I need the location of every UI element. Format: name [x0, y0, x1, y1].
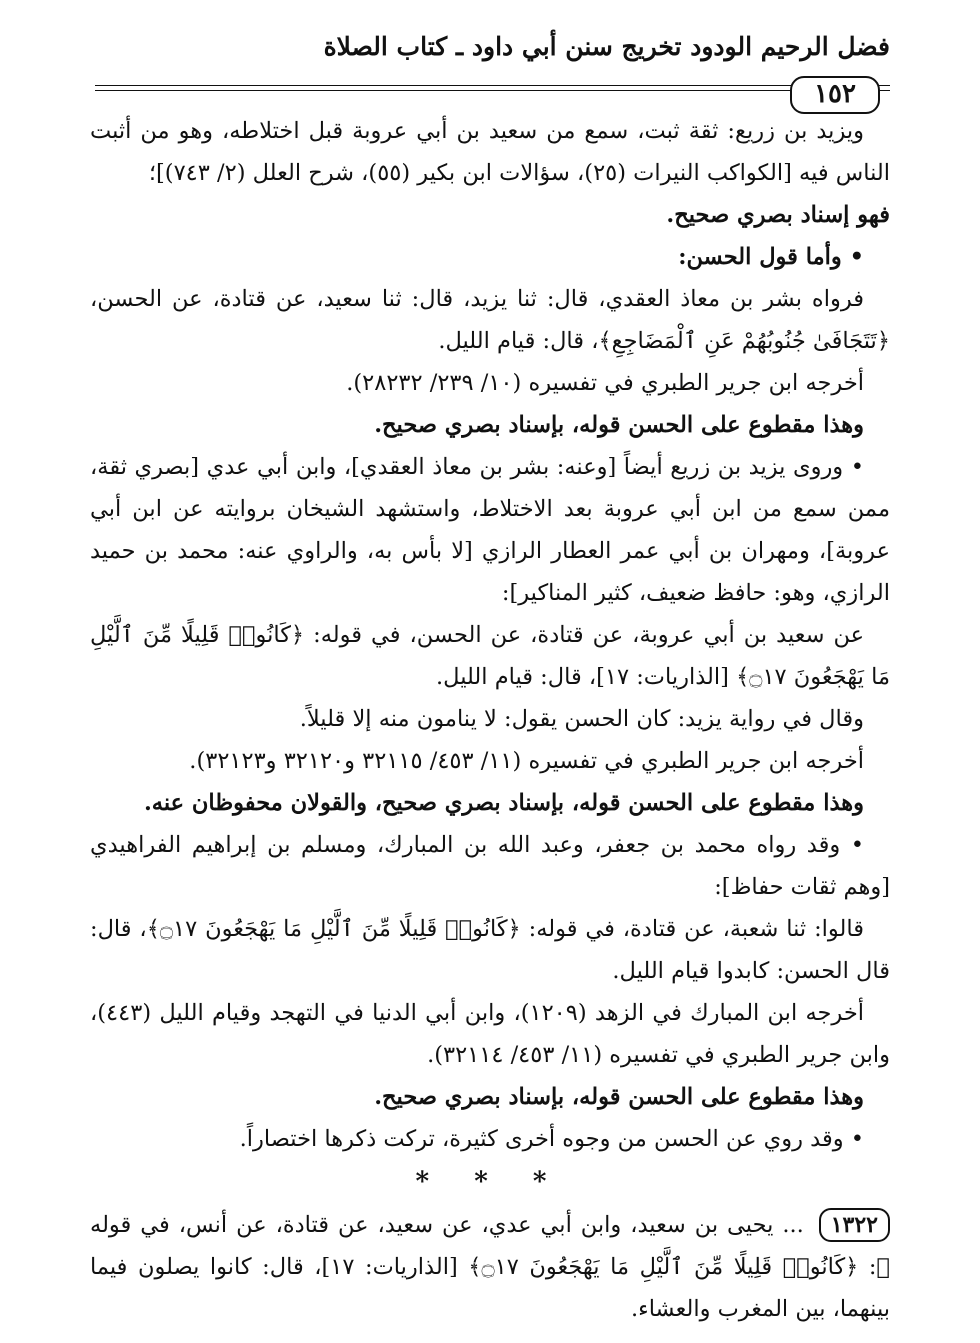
verdict: وهذا مقطوع على الحسن قوله، بإسناد بصري صحيح. [374, 412, 864, 438]
paragraph: وقال في رواية يزيد: كان الحسن يقول: لا ينامون منه إلا قليلاً. [299, 706, 864, 732]
hadith-text: ... يحيى بن سعيد، وابن أبي عدي، عن سعيد، عن قتادة، عن أنس، في قوله ﷻ: ﴿كَانُوا۟ قَلِيلًا مِّنَ ٱلَّيْلِ مَا يَهْجَعُونَ ۝١٧﴾ [الذاريات: ١٧]، قال: كانوا يصلون فيما بينهما، بين المغرب والعشاء. [90, 1212, 890, 1322]
paragraph: ويزيد بن زريع: ثقة ثبت، سمع من سعيد بن أبي عروبة قبل اختلاطه، وهو من أثبت الناس فيه [الكواكب النيرات (٢٥)، سؤالات ابن بكير (٥٥)، شرح العلل (٢/ ٧٤٣)]؛ [90, 118, 890, 186]
section-separator: * * * [415, 1167, 565, 1197]
header-rule [95, 85, 890, 86]
hadith-paragraph [90, 1204, 890, 1330]
page-body [90, 110, 890, 1330]
paragraph: عن سعيد بن أبي عروبة، عن قتادة، عن الحسن، في قوله: ﴿كَانُوا۟ قَلِيلًا مِّنَ ٱلَّيْلِ مَا يَهْجَعُونَ ۝١٧﴾ [الذاريات: ١٧]، قال: قيام الليل. [90, 622, 890, 690]
page-number-badge: ١٥٢ [790, 76, 880, 114]
verdict: وهذا مقطوع على الحسن قوله، بإسناد بصري صحيح. [374, 1084, 864, 1110]
section-heading: • وأما قول الحسن: [678, 244, 864, 270]
running-title: فضل الرحيم الودود تخريج سنن أبي داود ـ كتاب الصلاة [323, 32, 890, 61]
paragraph: فهو إسناد بصري صحيح. [666, 202, 890, 228]
header-rule-double [95, 90, 890, 91]
paragraph: فرواه بشر بن معاذ العقدي، قال: ثنا يزيد، قال: ثنا سعيد، عن قتادة، عن الحسن، ﴿تَتَجَافَىٰ جُنُوبُهُمْ عَنِ ٱلْمَضَاجِعِ﴾، قال: قيام الليل. [90, 286, 890, 354]
paragraph: قالوا: ثنا شعبة، عن قتادة، في قوله: ﴿كَانُوا۟ قَلِيلًا مِّنَ ٱلَّيْلِ مَا يَهْجَعُونَ ۝١٧﴾، قال: قال الحسن: كابدوا قيام الليل. [90, 916, 890, 984]
citation: أخرجه ابن المبارك في الزهد (١٢٠٩)، وابن أبي الدنيا في التهجد وقيام الليل (٤٤٣)، وابن جرير الطبري في تفسيره (١١/ ٤٥٣/ ٣٢١١٤). [90, 1000, 890, 1068]
hadith-number-badge: ١٣٢٢ [819, 1208, 890, 1242]
verdict: وهذا مقطوع على الحسن قوله، بإسناد بصري صحيح، والقولان محفوظان عنه. [143, 790, 864, 816]
citation: أخرجه ابن جرير الطبري في تفسيره (١١/ ٤٥٣/ ٣٢١١٥ و٣٢١٢٠ و٣٢١٢٣). [189, 748, 864, 774]
paragraph: • وقد رواه محمد بن جعفر، وعبد الله بن المبارك، ومسلم بن إبراهيم الفراهيدي [وهم ثقات حفاظ]: [90, 832, 890, 900]
paragraph: • وروى يزيد بن زريع أيضاً [وعنه: بشر بن معاذ العقدي]، وابن أبي عدي [بصري ثقة، ممن سمع من ابن أبي عروبة بعد الاختلاط، واستشهد الشيخان بروايته عن ابن أبي عروبة]، ومهران بن أبي عمر العطار الرازي [لا بأس به، والراوي عنه: محمد بن حميد الرازي، وهو: حافظ ضعيف، كثير المناكير]: [90, 454, 890, 606]
page-header [95, 30, 890, 120]
citation: أخرجه ابن جرير الطبري في تفسيره (١٠/ ٢٣٩/ ٢٨٢٣٢). [346, 370, 864, 396]
paragraph: • وقد روي عن الحسن من وجوه أخرى كثيرة، تركت ذكرها اختصاراً. [239, 1126, 864, 1152]
